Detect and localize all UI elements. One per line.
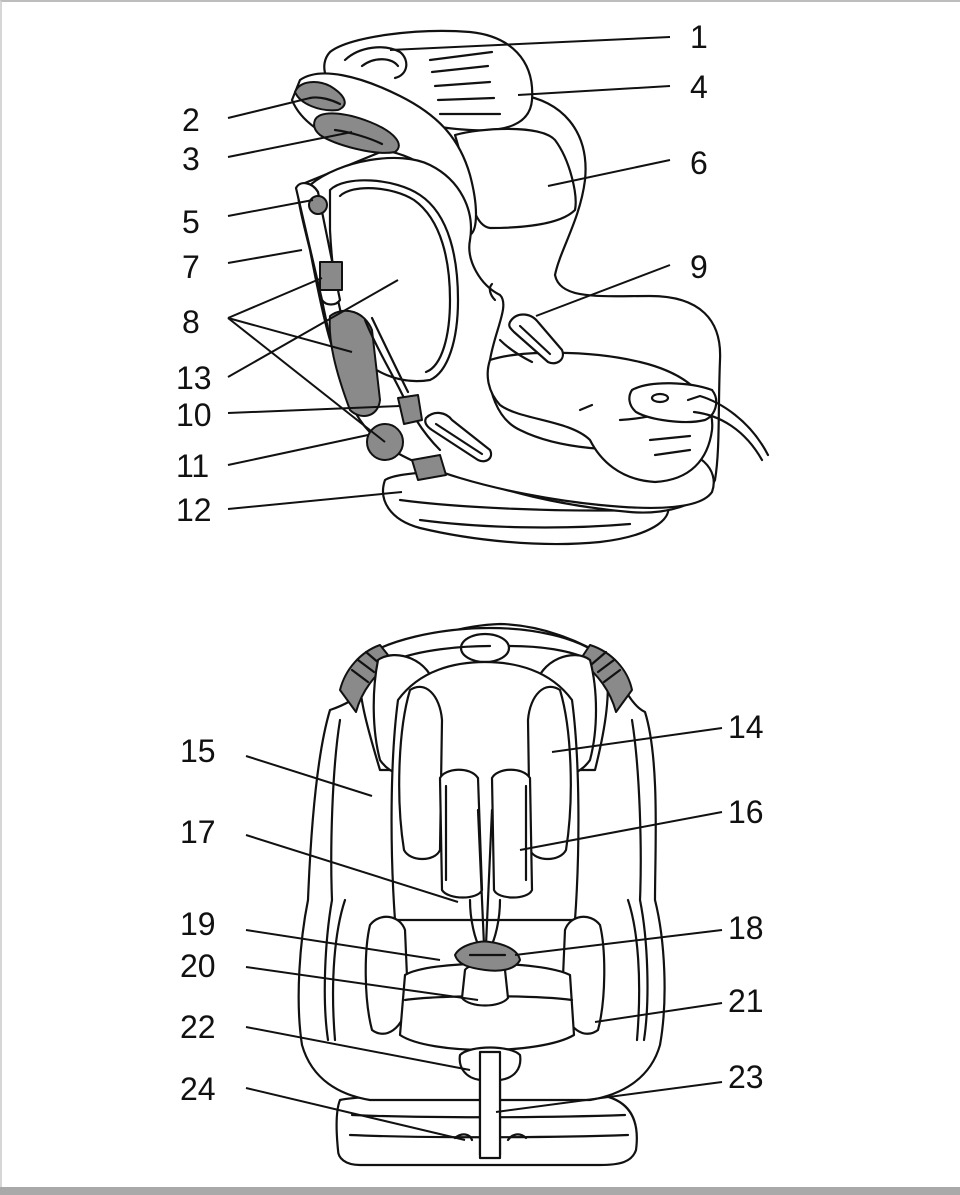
- headrest-top-handle: [461, 634, 509, 662]
- label-6: 6: [690, 145, 708, 181]
- label-10: 10: [176, 397, 212, 433]
- label-16: 16: [728, 794, 764, 830]
- crotch-strap-front: [480, 1052, 500, 1158]
- front-view-seat: [299, 624, 665, 1165]
- label-3: 3: [182, 141, 200, 177]
- label-21: 21: [728, 983, 764, 1019]
- left-back-pad: [399, 687, 442, 859]
- label-15: 15: [180, 733, 216, 769]
- label-18: 18: [728, 910, 764, 946]
- right-back-pad: [528, 687, 571, 859]
- label-22: 22: [180, 1009, 216, 1045]
- label-24: 24: [180, 1071, 216, 1107]
- label-14: 14: [728, 709, 764, 745]
- label-patch: [320, 262, 342, 290]
- label-5: 5: [182, 204, 200, 240]
- label-20: 20: [180, 948, 216, 984]
- label-17: 17: [180, 814, 216, 850]
- label-13: 13: [176, 360, 212, 396]
- label-23: 23: [728, 1059, 764, 1095]
- label-12: 12: [176, 492, 212, 528]
- adjuster-button: [309, 196, 327, 214]
- label-4: 4: [690, 69, 708, 105]
- label-1: 1: [690, 19, 708, 55]
- label-11: 11: [176, 448, 210, 484]
- side-view-seat: [292, 31, 768, 544]
- label-9: 9: [690, 249, 708, 285]
- strap-clip-side: [412, 455, 446, 480]
- label-7: 7: [182, 249, 200, 285]
- label-8: 8: [182, 304, 200, 340]
- label-2: 2: [182, 102, 200, 138]
- label-19: 19: [180, 906, 216, 942]
